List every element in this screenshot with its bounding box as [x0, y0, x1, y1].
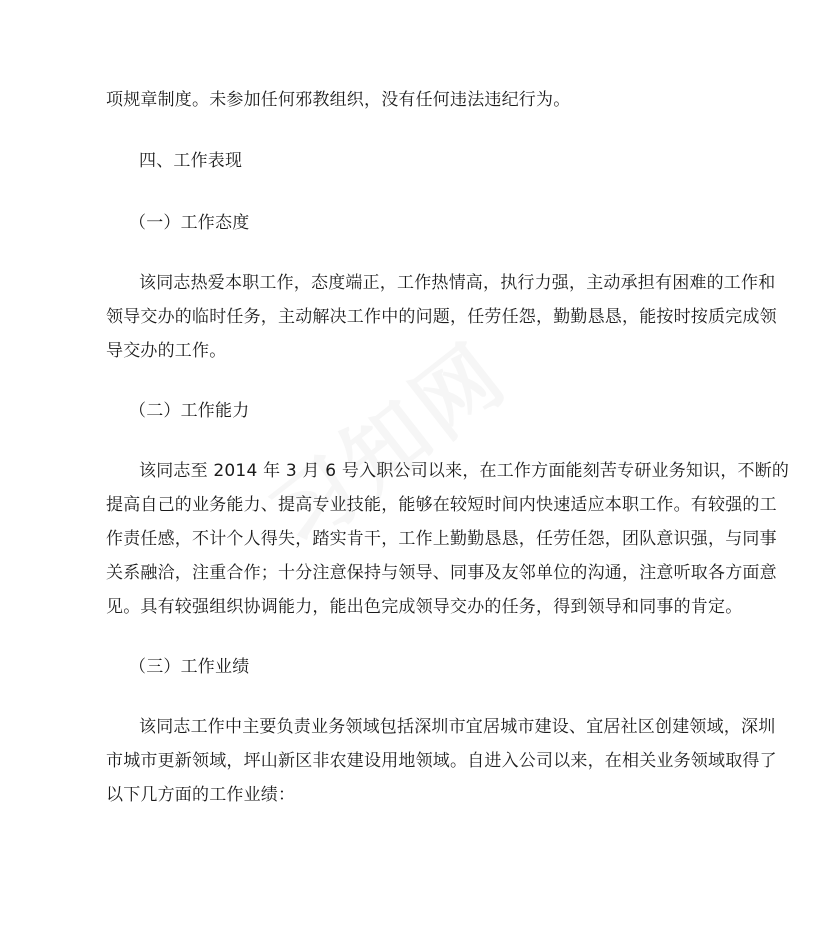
- subsection-heading: （一）工作态度: [129, 213, 250, 233]
- paragraph-line: 该同志至 2014 年 3 月 6 号入职公司以来，在工作方面能刻苦专研业务知识，不断的: [139, 461, 790, 481]
- paragraph-line: 导交办的工作。: [106, 341, 227, 361]
- paragraph-line: 领导交办的临时任务，主动解决工作中的问题，任劳任怨，勤勤恳恳，能按时按质完成领: [106, 307, 777, 327]
- paragraph-line: 见。具有较强组织协调能力，能出色完成领导交办的任务，得到领导和同事的肯定。: [106, 597, 743, 617]
- paragraph-line: 项规章制度。未参加任何邪教组织，没有任何违法违纪行为。: [106, 90, 571, 110]
- subsection-heading: （三）工作业绩: [129, 657, 250, 677]
- paragraph-line: 市城市更新领域，坪山新区非农建设用地领域。自进入公司以来，在相关业务领域取得了: [106, 751, 777, 771]
- paragraph-line: 该同志热爱本职工作，态度端正，工作热情高，执行力强，主动承担有困难的工作和: [139, 273, 776, 293]
- paragraph-line: 关系融洽，注重合作；十分注意保持与领导、同事及友邻单位的沟通，注意听取各方面意: [106, 563, 777, 583]
- section-heading: 四、工作表现: [139, 151, 243, 171]
- paragraph-line: 以下几方面的工作业绩：: [106, 785, 296, 805]
- paragraph-line: 该同志工作中主要负责业务领域包括深圳市宜居城市建设、宜居社区创建领域，深圳: [139, 717, 776, 737]
- paragraph-line: 作责任感，不计个人得失，踏实肯干，工作上勤勤恳恳，任劳任怨，团队意识强，与同事: [106, 529, 777, 549]
- paragraph-line: 提高自己的业务能力、提高专业技能，能够在较短时间内快速适应本职工作。有较强的工: [106, 495, 777, 515]
- subsection-heading: （二）工作能力: [129, 401, 250, 421]
